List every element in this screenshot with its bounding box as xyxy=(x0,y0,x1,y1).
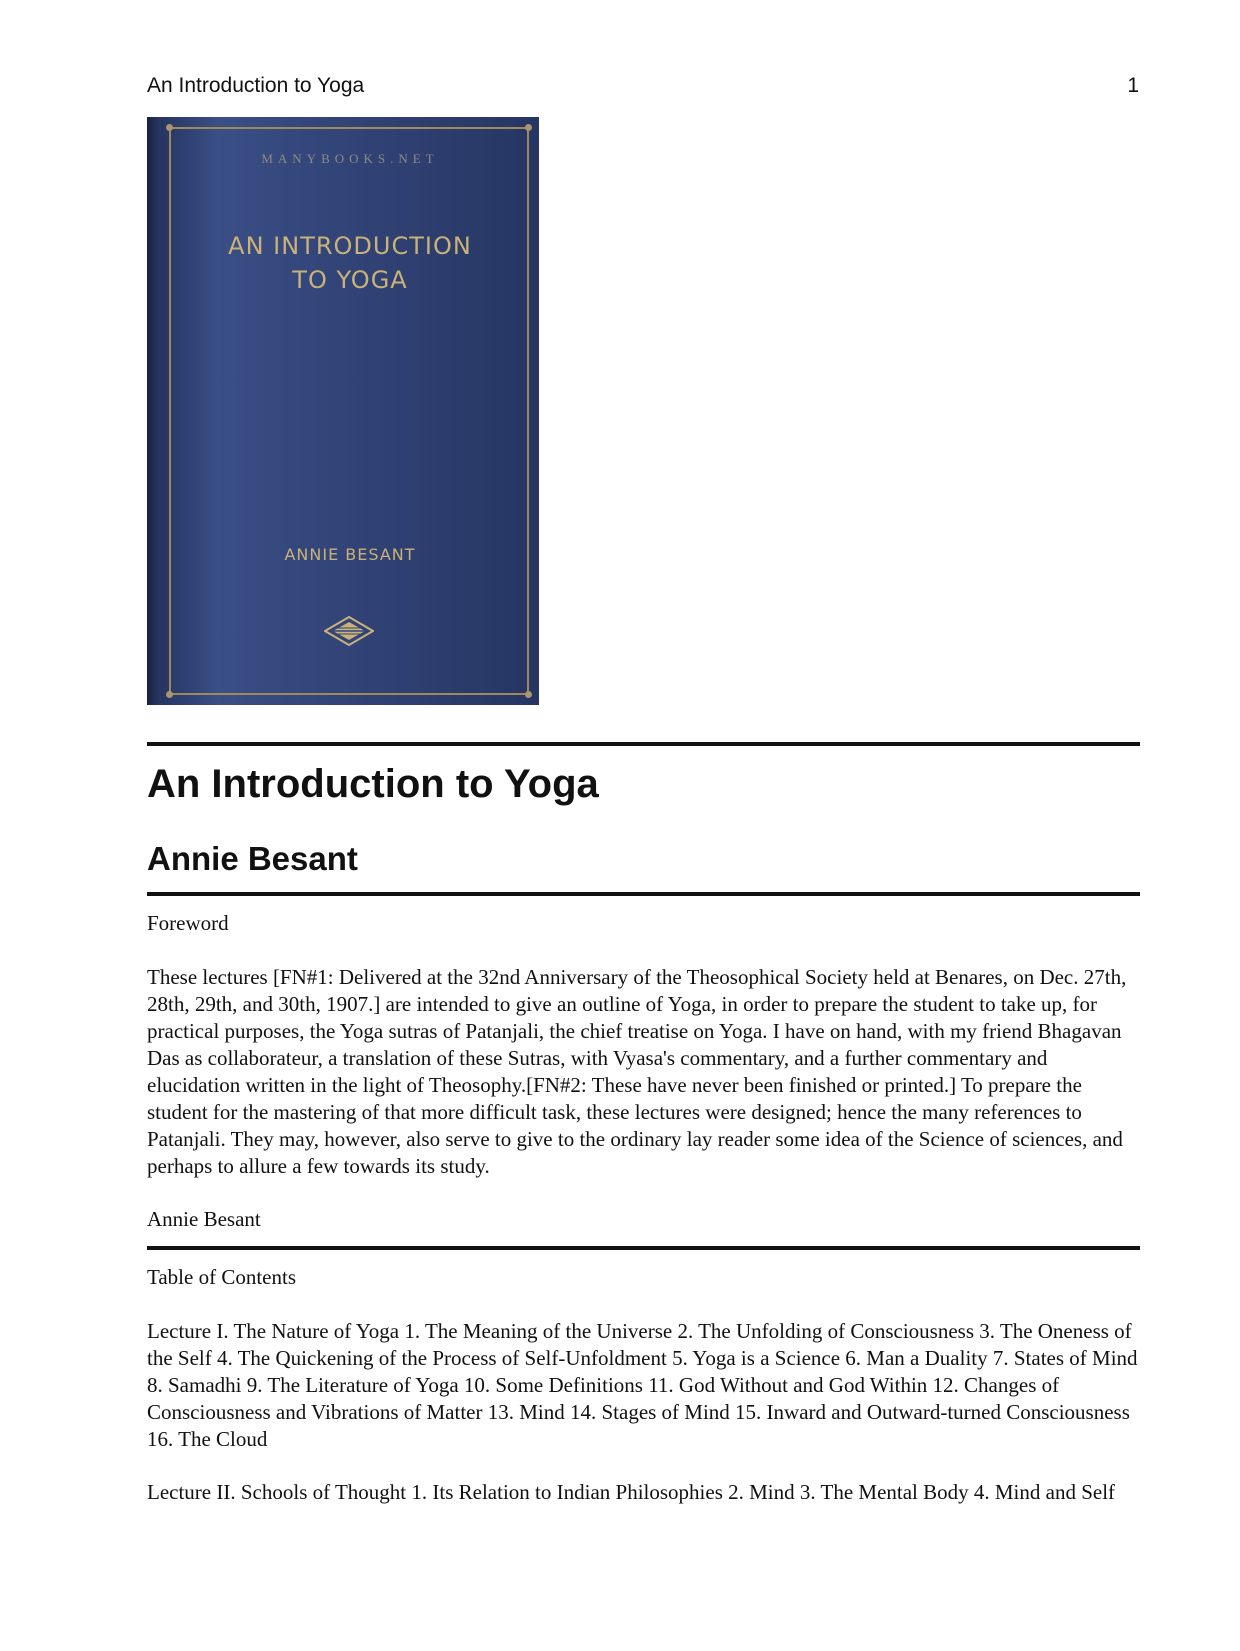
cover-corner-dot xyxy=(166,124,173,131)
book-cover-image xyxy=(147,117,539,705)
cover-corner-dot xyxy=(166,691,173,698)
cover-corner-dot xyxy=(525,691,532,698)
cover-title: AN INTRODUCTION TO YOGA xyxy=(228,232,472,294)
diamond-emblem-icon xyxy=(324,616,374,646)
foreword-signature: Annie Besant xyxy=(147,1207,261,1231)
cover-spine xyxy=(147,117,161,705)
cover-author: ANNIE BESANT xyxy=(284,545,416,564)
running-header-title: An Introduction to Yoga xyxy=(147,74,365,97)
divider xyxy=(147,892,1140,896)
divider xyxy=(147,1246,1140,1250)
cover-corner-dot xyxy=(525,124,532,131)
toc-lecture-2: Lecture II. Schools of Thought 1. Its Relation to Indian Philosophies 2. Mind 3. The Mental Body 4. Mind and Self xyxy=(147,1480,1116,1504)
toc-lecture-1: Lecture I. The Nature of Yoga 1. The Meaning of the Universe 2. The Unfolding of Consciousness 3. The Oneness of the Self 4. The Quickening of the Process of Self-Unfoldment 5. Yoga is a Science 6. Man a Duality 7. States of Mind 8. Samadhi 9. The Literature of Yoga 10. Some Definitions 11. God Without and God Within 12. Changes of Consciousness and Vibrations of Matter 13. Mind 14. Stages of Mind 15. Inward and Outward-turned Consciousness 16. The Cloud xyxy=(147,1319,1138,1451)
cover-site-name: MANYBOOKS.NET xyxy=(261,151,439,166)
toc-heading: Table of Contents xyxy=(147,1265,296,1289)
cover-frame xyxy=(169,127,529,695)
page-number: 1 xyxy=(1127,74,1139,97)
foreword-body: These lectures [FN#1: Delivered at the 32nd Anniversary of the Theosophical Society held at Benares, on Dec. 27th, 28th, 29th, and 30th, 1907.] are intended to give an outline of Yoga, in order to prepare the student to take up, for practical purposes, the Yoga sutras of Patanjali, the chief treatise on Yoga. I have on hand, with my friend Bhagavan Das as collaborateur, a translation of these Sutras, with Vyasa's commentary, and a further commentary and elucidation written in the light of Theosophy.[FN#2: These have never been finished or printed.] To prepare the student for the mastering of that more difficult task, these lectures were designed; hence the many references to Patanjali. They may, however, also serve to give to the ordinary lay reader some idea of the Science of sciences, and perhaps to allure a few towards its study. xyxy=(147,965,1127,1178)
book-title: An Introduction to Yoga xyxy=(147,762,599,806)
running-header xyxy=(147,74,1139,102)
book-author: Annie Besant xyxy=(147,840,358,877)
foreword-heading: Foreword xyxy=(147,911,229,935)
divider xyxy=(147,742,1140,746)
